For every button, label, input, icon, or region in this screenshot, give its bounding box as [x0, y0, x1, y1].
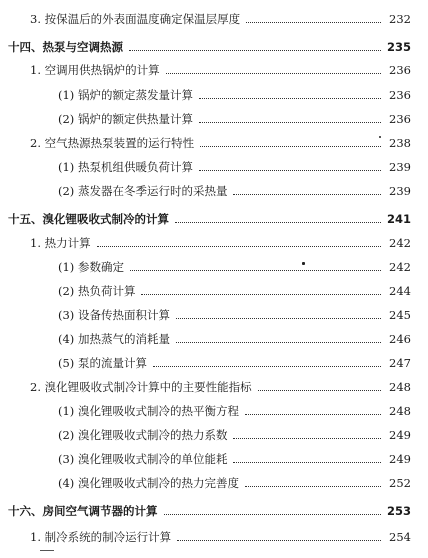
dot-leader — [177, 539, 381, 541]
toc-entry-title: (1) 参数确定 — [58, 260, 124, 274]
dot-leader — [176, 341, 381, 343]
toc-page-number: 238 — [389, 136, 411, 150]
stray-ink-mark — [302, 262, 305, 265]
toc-page-number: 249 — [389, 428, 411, 442]
toc-entry — [0, 400, 428, 422]
toc-page-number: 249 — [389, 452, 411, 466]
toc-entry — [0, 526, 428, 548]
toc-page-number: 236 — [389, 112, 411, 126]
toc-entry — [0, 424, 428, 446]
toc-chapter-entry — [0, 208, 428, 230]
toc-page-number: 239 — [389, 160, 411, 174]
toc-entry — [0, 232, 428, 254]
toc-entry — [0, 256, 428, 278]
toc-entry-title: 十四、热泵与空调热源 — [8, 40, 123, 54]
toc-entry-title: 3. 按保温后的外表面温度确定保温层厚度 — [30, 12, 241, 26]
toc-entry-title: 十五、溴化锂吸收式制冷的计算 — [8, 212, 169, 226]
toc-entry-title: (1) 热泵机组供暖负荷计算 — [58, 160, 193, 174]
dot-leader — [199, 121, 381, 123]
dot-leader — [200, 145, 381, 147]
toc-entry-title: (4) 加热蒸气的消耗量 — [58, 332, 170, 346]
toc-entry-title: 十六、房间空气调节器的计算 — [8, 504, 158, 518]
toc-page-number: 247 — [389, 356, 411, 370]
dot-leader — [141, 293, 381, 295]
toc-entry — [0, 132, 428, 154]
toc-entry — [0, 304, 428, 326]
toc-page-number: 241 — [387, 212, 412, 226]
toc-entry-title: (2) 热负荷计算 — [58, 284, 136, 298]
toc-entry-title: 2. 溴化锂吸收式制冷计算中的主要性能指标 — [30, 380, 252, 394]
dot-leader — [233, 193, 381, 195]
dot-leader — [153, 365, 381, 367]
dot-leader — [199, 97, 381, 99]
dot-leader — [245, 485, 381, 487]
dot-leader — [233, 461, 381, 463]
toc-entry-title: 2. 空气热源热泵装置的运行特性 — [30, 136, 195, 150]
dot-leader — [245, 413, 381, 415]
dot-leader — [97, 245, 381, 247]
toc-page-number: 252 — [389, 476, 411, 490]
toc-entry-title: (3) 设备传热面积计算 — [58, 308, 170, 322]
dot-leader — [166, 72, 381, 74]
toc-page-number: 246 — [389, 332, 411, 346]
toc-chapter-entry — [0, 500, 428, 522]
toc-page-number: 245 — [389, 308, 411, 322]
toc-page-number: 248 — [389, 380, 411, 394]
toc-entry-title: (5) 泵的流量计算 — [58, 356, 147, 370]
toc-entry-title: (1) 溴化锂吸收式制冷的热平衡方程 — [58, 404, 239, 418]
toc-entry — [0, 180, 428, 202]
dot-leader — [199, 169, 381, 171]
toc-entry — [0, 59, 428, 81]
toc-page-number: 254 — [389, 530, 411, 544]
dot-leader — [164, 513, 382, 515]
toc-entry — [0, 108, 428, 130]
toc-entry-title: (2) 锅炉的额定供热量计算 — [58, 112, 193, 126]
dot-leader — [129, 49, 381, 51]
stray-ink-mark — [379, 136, 381, 138]
toc-entry-title: (3) 溴化锂吸收式制冷的单位能耗 — [58, 452, 228, 466]
toc-entry-title: 1. 热力计算 — [30, 236, 91, 250]
toc-entry-title: (4) 溴化锂吸收式制冷的热力完善度 — [58, 476, 239, 490]
toc-entry — [0, 84, 428, 106]
toc-page-number: 248 — [389, 404, 411, 418]
toc-entry — [0, 8, 428, 30]
dot-leader — [175, 221, 381, 223]
dot-leader — [233, 437, 381, 439]
dot-leader — [258, 389, 381, 391]
toc-page-number: 242 — [389, 236, 411, 250]
toc-entry-title: (2) 溴化锂吸收式制冷的热力系数 — [58, 428, 228, 442]
toc-page-number: 232 — [389, 12, 411, 26]
toc-entry — [0, 280, 428, 302]
dot-leader — [176, 317, 381, 319]
dot-leader — [130, 269, 381, 271]
toc-entry-title: 1. 空调用供热锅炉的计算 — [30, 63, 160, 77]
toc-page-number: 253 — [387, 504, 412, 518]
toc-page-number: 236 — [389, 63, 411, 77]
toc-page-number: 236 — [389, 88, 411, 102]
toc-entry-title: (2) 蒸发器在冬季运行时的采热量 — [58, 184, 228, 198]
toc-page-number: 235 — [387, 40, 412, 54]
cut-off-next-line — [40, 550, 54, 554]
toc-page-number: 244 — [389, 284, 411, 298]
toc-chapter-entry — [0, 36, 428, 58]
toc-entry — [0, 328, 428, 350]
toc-entry — [0, 352, 428, 374]
toc-page-number: 242 — [389, 260, 411, 274]
toc-entry-title: (1) 锅炉的额定蒸发量计算 — [58, 88, 193, 102]
toc-entry-title: 1. 制冷系统的制冷运行计算 — [30, 530, 172, 544]
toc-entry — [0, 376, 428, 398]
toc-entry — [0, 156, 428, 178]
toc-entry — [0, 448, 428, 470]
toc-page-number: 239 — [389, 184, 411, 198]
dot-leader — [246, 21, 381, 23]
toc-entry — [0, 472, 428, 494]
